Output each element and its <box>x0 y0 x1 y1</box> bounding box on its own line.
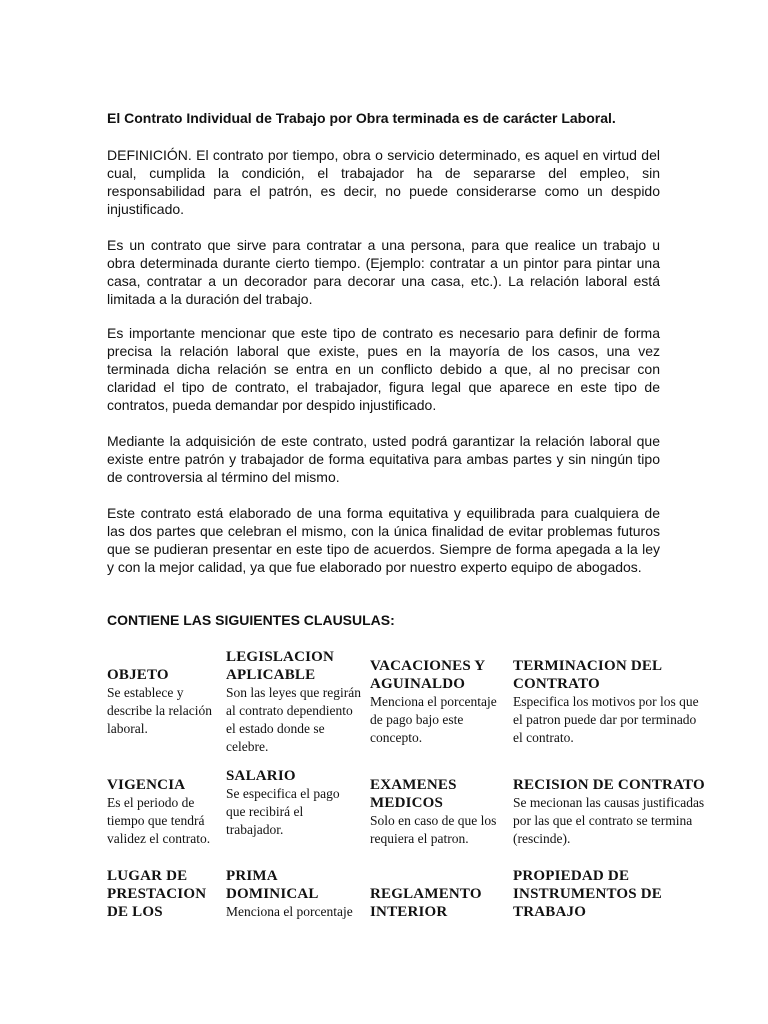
clause-title: PROPIEDAD DE INSTRUMENTOS DE TRABAJO <box>513 868 663 920</box>
page-bottom-margin <box>0 920 768 1024</box>
clause-legislacion-aplicable <box>226 648 364 756</box>
clause-salario <box>226 767 362 839</box>
clause-title: PRIMA DOMINICAL <box>226 868 319 902</box>
clause-title: REGLAMENTO INTERIOR <box>370 886 482 920</box>
clause-text: Se establece y describe la relación laboral. <box>107 685 212 736</box>
clause-text: Menciona el porcentaje <box>226 904 353 919</box>
clause-title: OBJETO <box>107 667 169 683</box>
clause-prima-dominical <box>226 867 368 921</box>
clause-examenes-medicos <box>370 776 510 848</box>
clause-text: Es el periodo de tiempo que tendrá validez el contrato. <box>107 795 211 846</box>
clause-vigencia <box>107 776 225 848</box>
clause-text: Se mecionan las causas justificadas por las que el contrato se termina (rescinde). <box>513 795 705 846</box>
clause-title: RECISION DE CONTRATO <box>513 777 705 793</box>
clause-title: EXAMENES MEDICOS <box>370 777 457 811</box>
clause-text: Se especifica el pago que recibirá el trabajador. <box>226 786 340 837</box>
clause-reglamento-interior <box>370 885 490 921</box>
clause-title: VIGENCIA <box>107 777 186 793</box>
clause-title: VACACIONES Y AGUINALDO <box>370 658 485 692</box>
clause-recision-contrato <box>513 776 708 848</box>
paragraph-definicion: DEFINICIÓN. El contrato por tiempo, obra o servicio determinado, es aquel en virtud del cual, cumplida la condición, el trabajador ha de separarse del empleo, sin responsabilidad para el patrón, es decir, no puede considerarse como un despido injustificado. <box>107 147 660 217</box>
paragraph-importancia: Es importante mencionar que este tipo de contrato es necesario para definir de forma precisa la relación laboral que existe, pues en la mayoría de los casos, una vez terminada dicha relación se entra en un conflicto debido a que, al no precisar con claridad el tipo de contrato, el trabajador, figura legal que aparece en este tipo de contratos, pueda demandar por despido injustificado. <box>107 325 660 413</box>
clause-text: Especifica los motivos por los que el patron puede dar por terminado el contrato. <box>513 694 699 745</box>
paragraph-elaboracion: Este contrato está elaborado de una forma equitativa y equilibrada para cualquiera de las dos partes que celebran el mismo, con la única finalidad de evitar problemas futuros que se pudieran presentar en este tipo de acuerdos. Siempre de forma apegada a la ley y con la mejor calidad, ya que fue elaborado por nuestro experto equipo de abogados. <box>107 505 660 575</box>
clause-text: Solo en caso de que los requiera el patron. <box>370 813 497 846</box>
document-title: El Contrato Individual de Trabajo por Obra terminada es de carácter Laboral. <box>107 110 616 126</box>
clause-title: SALARIO <box>226 768 296 784</box>
clause-lugar-prestacion <box>107 867 219 921</box>
clausulas-heading: CONTIENE LAS SIGUIENTES CLAUSULAS: <box>107 612 395 628</box>
clause-title: TERMINACION DEL CONTRATO <box>513 658 662 692</box>
clause-title: LEGISLACION APLICABLE <box>226 649 335 683</box>
clause-terminacion-contrato <box>513 657 708 747</box>
paragraph-ejemplo: Es un contrato que sirve para contratar a una persona, para que realice un trabajo u obra determinada durante cierto tiempo. (Ejemplo: contratar a un pintor para pintar una casa, contratar a un decorador para decorar una casa, etc.). La relación laboral está limitada a la duración del trabajo. <box>107 237 660 307</box>
paragraph-adquisicion: Mediante la adquisición de este contrato, usted podrá garantizar la relación laboral que existe entre patrón y trabajador de forma equitativa para ambas partes y sin ningún tipo de controversia al término del mismo. <box>107 433 660 485</box>
clause-vacaciones-aguinaldo <box>370 657 506 747</box>
clause-text: Menciona el porcentaje de pago bajo este concepto. <box>370 694 497 745</box>
clause-title: LUGAR DE PRESTACION DE LOS <box>107 868 207 920</box>
clause-propiedad-instrumentos <box>513 867 673 921</box>
clause-objeto <box>107 666 225 738</box>
clause-text: Son las leyes que regirán al contrato dependiento el estado donde se celebre. <box>226 685 361 754</box>
